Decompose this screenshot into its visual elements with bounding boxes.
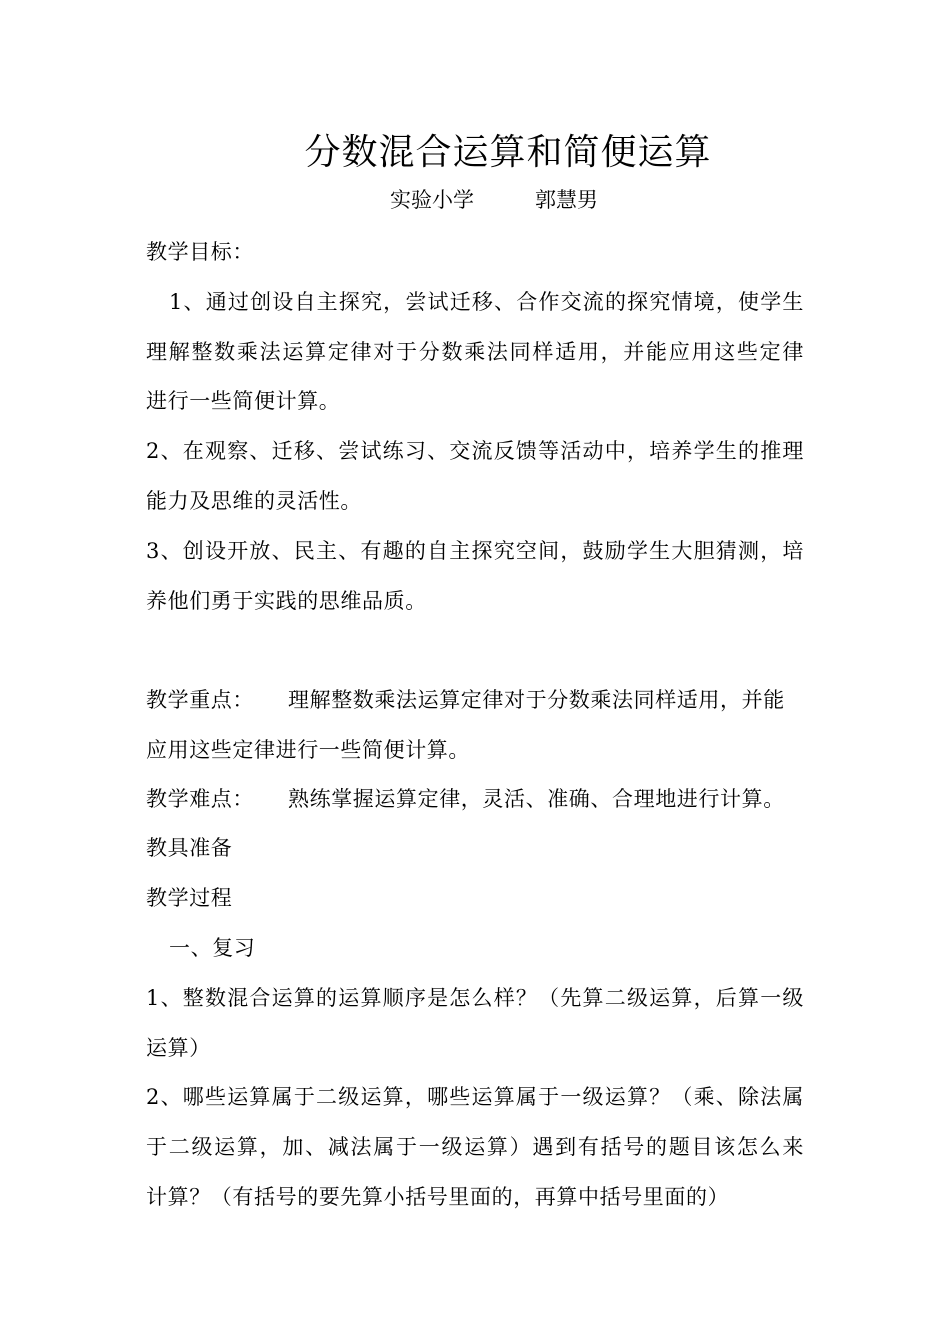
objective-2-line-2: 能力及思维的灵活性。 <box>146 489 362 513</box>
review-1-line-1: 1、整数混合运算的运算顺序是怎么样？（先算二级运算，后算一级 <box>146 986 804 1010</box>
review-heading: 一、复习 <box>169 936 256 960</box>
key-point-row <box>146 685 785 715</box>
objectives-heading: 教学目标： <box>146 240 254 264</box>
objective-1-line-1: 1、通过创设自主探究，尝试迁移、合作交流的探究情境，使学生 <box>169 290 804 314</box>
school-name: 实验小学 <box>390 188 474 212</box>
tools-heading: 教具准备 <box>146 836 233 860</box>
review-2-line-2: 于二级运算，加、减法属于一级运算）遇到有括号的题目该怎么来 <box>146 1135 804 1159</box>
objective-3-line-1: 3、创设开放、民主、有趣的自主探究空间，鼓励学生大胆猜测，培 <box>146 539 804 563</box>
document-title: 分数混合运算和简便运算 <box>304 132 712 173</box>
difficulty-row <box>146 784 785 814</box>
key-point-continued: 应用这些定律进行一些简便计算。 <box>146 738 470 762</box>
author-name: 郭慧男 <box>535 188 598 212</box>
key-point-text: 理解整数乘法运算定律对于分数乘法同样适用，并能 <box>288 688 785 712</box>
difficulty-text: 熟练掌握运算定律，灵活、准确、合理地进行计算。 <box>288 787 785 811</box>
objective-1-line-2: 理解整数乘法运算定律对于分数乘法同样适用，并能应用这些定律 <box>146 340 804 364</box>
byline <box>390 185 598 215</box>
objective-3-line-2: 养他们勇于实践的思维品质。 <box>146 589 427 613</box>
process-heading: 教学过程 <box>146 886 233 910</box>
objective-2-line-1: 2、在观察、迁移、尝试练习、交流反馈等活动中，培养学生的推理 <box>146 439 804 463</box>
objective-1-line-3: 进行一些简便计算。 <box>146 389 341 413</box>
review-2-line-1: 2、哪些运算属于二级运算，哪些运算属于一级运算？（乘、除法属 <box>146 1085 804 1109</box>
difficulty-label: 教学难点： <box>146 787 254 811</box>
review-1-line-2: 运算） <box>146 1036 211 1060</box>
key-point-label: 教学重点： <box>146 688 254 712</box>
review-2-line-3: 计算？（有括号的要先算小括号里面的，再算中括号里面的） <box>146 1185 730 1209</box>
